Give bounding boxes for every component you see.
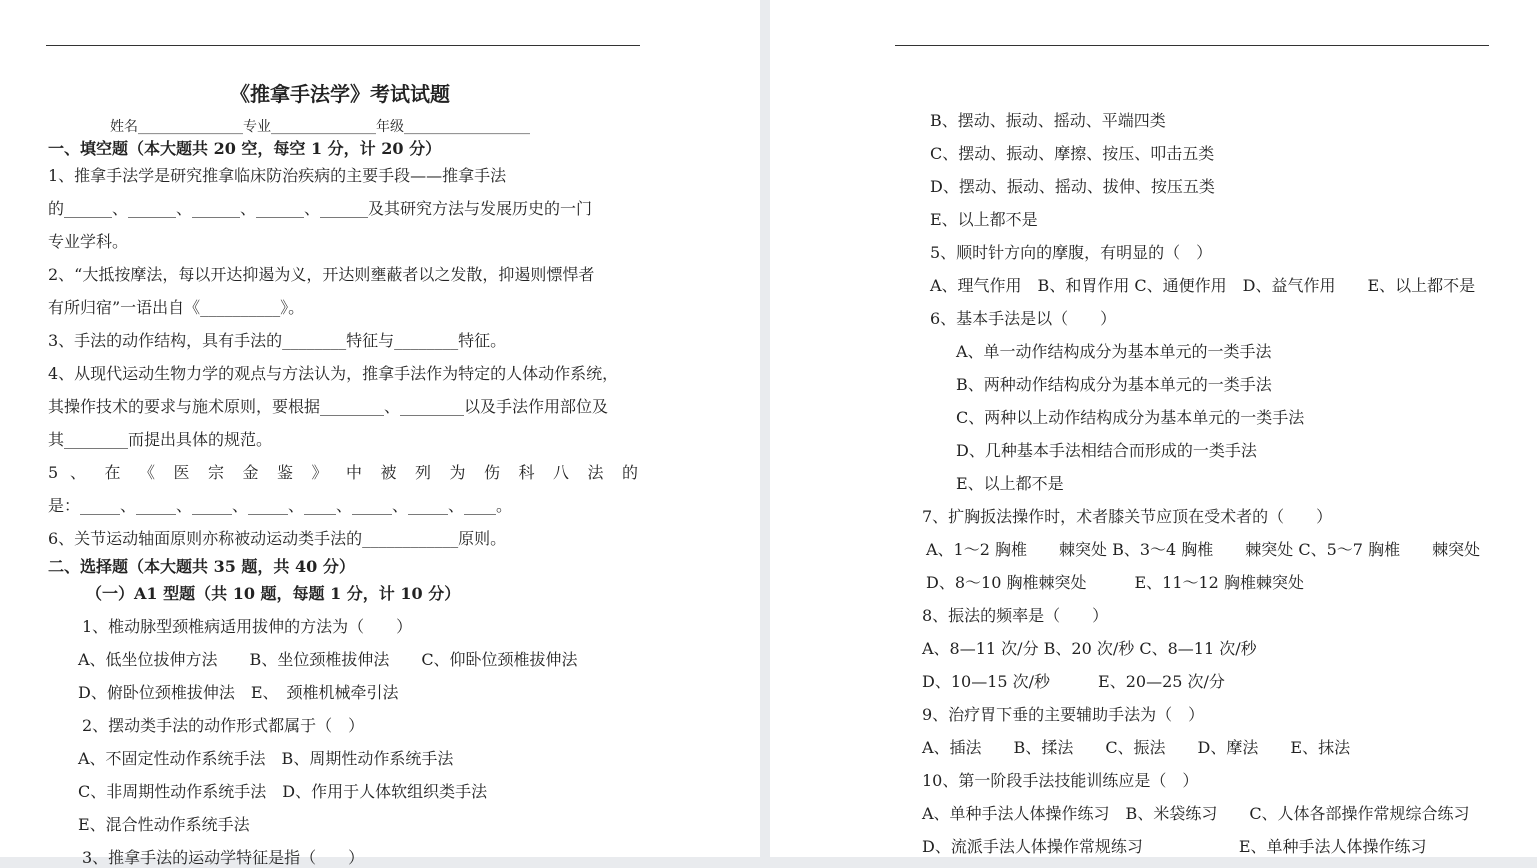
option-line: B、摆动、振动、摇动、平端四类 — [930, 111, 1166, 130]
question-text: 7、扩胸扳法操作时，术者膝关节应顶在受术者的（ ） — [922, 507, 1333, 526]
option-line: A、低坐位拔伸方法 B、坐位颈椎拔伸法 C、仰卧位颈椎拔伸法 — [78, 650, 578, 669]
question-text: 专业学科。 — [48, 232, 129, 251]
question-text: 3、推拿手法的运动学特征是指（ ） — [82, 848, 365, 867]
student-info-line: 姓名_______________专业_______________年级__________________ — [110, 119, 530, 135]
option-line: A、单一动作结构成分为基本单元的一类手法 — [956, 342, 1272, 361]
option-line: C、非周期性动作系统手法 D、作用于人体软组织类手法 — [78, 782, 488, 801]
option-line: A、单种手法人体操作练习 B、米袋练习 C、人体各部操作常规综合练习 — [922, 804, 1470, 823]
question-text: 2、摆动类手法的动作形式都属于（ ） — [82, 716, 365, 735]
right-page — [770, 0, 1537, 857]
option-line: A、理气作用 B、和胃作用 C、通便作用 D、益气作用 E、以上都不是 — [930, 276, 1476, 295]
question-text: 3、手法的动作结构，具有手法的________特征与________特征。 — [48, 331, 507, 350]
option-line: A、插法 B、揉法 C、振法 D、摩法 E、抹法 — [922, 738, 1351, 757]
question-text: 是：_____、_____、_____、_____、____、_____、_____、____。 — [48, 496, 513, 515]
question-text: 9、治疗胃下垂的主要辅助手法为（ ） — [922, 705, 1205, 724]
question-text: 5、顺时针方向的摩腹，有明显的（ ） — [930, 243, 1213, 262]
question-text: 有所归宿”一语出自《__________》。 — [48, 298, 305, 317]
question-text: 2、“大抵按摩法，每以开达抑遏为义，开达则壅蔽者以之发散，抑遏则慓悍者 — [48, 265, 595, 284]
option-line: D、俯卧位颈椎拔伸法 E、 颈椎机械牵引法 — [78, 683, 399, 702]
header-rule — [895, 45, 1489, 46]
question-text: 1、椎动脉型颈椎病适用拔伸的方法为（ ） — [82, 617, 413, 636]
left-page — [0, 0, 760, 867]
option-line: E、以上都不是 — [956, 474, 1064, 493]
option-line: C、摆动、振动、摩擦、按压、叩击五类 — [930, 144, 1215, 163]
question-text: 6、关节运动轴面原则亦称被动运动类手法的____________原则。 — [48, 529, 507, 548]
option-line: C、两种以上动作结构成分为基本单元的一类手法 — [956, 408, 1305, 427]
option-line: A、8—11 次/分 B、20 次/秒 C、8—11 次/秒 — [922, 639, 1257, 658]
section-heading: 二、选择题（本大题共 35 题，共 40 分） — [48, 557, 355, 576]
question-text: 的______、______、______、______、______及其研究方法与发展历史的一门 — [48, 199, 593, 218]
question-text: 6、基本手法是以（ ） — [930, 309, 1117, 328]
option-line: E、以上都不是 — [930, 210, 1038, 229]
question-text: 4、从现代运动生物力学的观点与方法认为，推拿手法作为特定的人体动作系统， — [48, 364, 619, 383]
option-line: D、摆动、振动、摇动、拔伸、按压五类 — [930, 177, 1215, 196]
option-line: A、不固定性动作系统手法 B、周期性动作系统手法 — [78, 749, 454, 768]
subsection-heading: （一）A1 型题（共 10 题，每题 1 分，计 10 分） — [86, 584, 461, 603]
header-rule — [46, 45, 640, 46]
option-line: D、10—15 次/秒 E、20—25 次/分 — [922, 672, 1225, 691]
option-line: B、两种动作结构成分为基本单元的一类手法 — [956, 375, 1272, 394]
question-text: 1、推拿手法学是研究推拿临床防治疾病的主要手段——推拿手法 — [48, 166, 507, 185]
question-text: 10、第一阶段手法技能训练应是（ ） — [922, 771, 1199, 790]
exam-title: 《推拿手法学》考试试题 — [230, 82, 450, 106]
option-line: E、混合性动作系统手法 — [78, 815, 250, 834]
question-text: 其操作技术的要求与施术原则，要根据________、________以及手法作用部位及 — [48, 397, 609, 416]
option-line: D、几种基本手法相结合而形成的一类手法 — [956, 441, 1257, 460]
option-line: D、流派手法人体操作常规练习 E、单种手法人体操作练习 — [922, 837, 1427, 856]
section-heading: 一、填空题（本大题共 20 空，每空 1 分，计 20 分） — [48, 139, 442, 158]
option-line: D、8～10 胸椎棘突处 E、11～12 胸椎棘突处 — [926, 573, 1304, 592]
option-line: A、1～2 胸椎 棘突处 B、3～4 胸椎 棘突处 C、5～7 胸椎 棘突处 — [926, 540, 1481, 559]
question-text: 其________而提出具体的规范。 — [48, 430, 273, 449]
question-text: 5 、 在 《 医 宗 金 鉴 》 中 被 列 为 伤 科 八 法 的 — [48, 463, 638, 482]
question-text: 8、振法的频率是（ ） — [922, 606, 1109, 625]
